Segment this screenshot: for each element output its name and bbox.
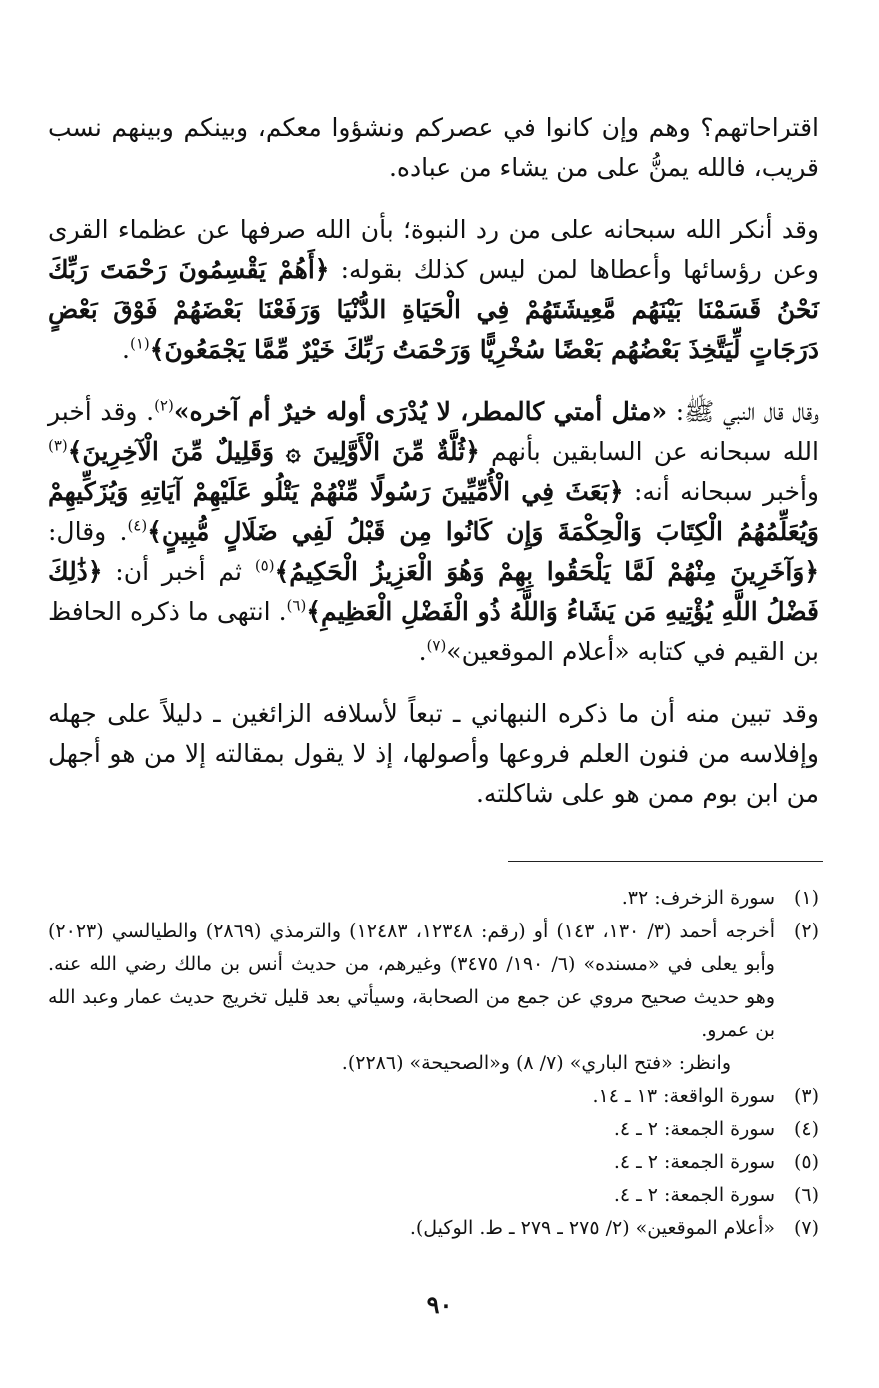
paragraph-3 (48, 392, 819, 672)
footnote-number: (٣) (793, 1085, 819, 1107)
quran-verse: ﴿بَعَثَ فِي الْأُمِّيِّينَ رَسُولًا مِّنْهُمْ يَتْلُو عَلَيْهِمْ آيَاتِهِ وَيُزَكِّيهِمْ وَيُعَلِّمُهُمُ الْكِتَابَ وَالْحِكْمَةَ وَإِن كَانُوا مِن قَبْلُ لَفِي ضَلَالٍ مُّبِينٍ﴾ (48, 477, 819, 546)
footnote-text: سورة الواقعة: ١٣ ـ ١٤. (592, 1085, 775, 1107)
footnote-text: سورة الجمعة: ٢ ـ ٤. (613, 1118, 775, 1140)
quran-verse: ﴿أَهُمْ يَقْسِمُونَ رَحْمَتَ رَبِّكَ نَحْنُ قَسَمْنَا بَيْنَهُم مَّعِيشَتَهُمْ فِي الْحَيَاةِ الدُّنْيَا وَرَفَعْنَا بَعْضَهُمْ فَوْقَ بَعْضٍ دَرَجَاتٍ لِّيَتَّخِذَ بَعْضُهُم بَعْضًا سُخْرِيًّا وَرَحْمَتُ رَبِّكَ خَيْرٌ مِّمَّا يَجْمَعُونَ﴾ (48, 255, 819, 364)
footnote-number: (٦) (793, 1184, 819, 1206)
paragraph-1 (48, 108, 819, 188)
paragraph-text: وأخبر سبحانه أنه: (623, 477, 819, 506)
footnotes (48, 882, 819, 1245)
paragraph-text: وقد أنكر الله سبحانه على من رد النبوة؛ بأن الله صرفها عن عظماء القرى وعن رؤسائها وأعطاها لمن ليس كذلك بقوله: (48, 215, 819, 284)
footnote-text: سورة الجمعة: ٢ ـ ٤. (613, 1151, 775, 1173)
footnote-ref-4[interactable]: (٤) (127, 516, 148, 535)
footnote-number: (٢) (793, 920, 819, 942)
main-text (48, 108, 819, 836)
footnote-ref-3[interactable]: (٣) (48, 436, 68, 455)
footnote-2 (48, 915, 819, 1047)
paragraph-4 (48, 694, 819, 814)
footnote-number: (٤) (793, 1118, 819, 1140)
quran-verse: ﴿وَآخَرِينَ مِنْهُمْ لَمَّا يَلْحَقُوا بِهِمْ وَهُوَ الْعَزِيزُ الْحَكِيمُ﴾ (274, 557, 819, 586)
paragraph-text: اقتراحاتهم؟ وهم وإن كانوا في عصركم ونشؤوا معكم، وبينكم وبينهم نسب قريب، فالله يمنُّ على من يشاء من عباده. (48, 113, 819, 182)
quran-verse: ﴿ثُلَّةٌ مِّنَ الْأَوَّلِينَ ۞ وَقَلِيلٌ مِّنَ الْآخِرِينَ﴾ (67, 437, 480, 466)
footnote-number: (١) (793, 887, 819, 909)
footnote-7 (48, 1212, 819, 1245)
footnote-ref-1[interactable]: (١) (129, 334, 150, 353)
paragraph-text: . انتهى ما ذكره الحافظ بن القيم في كتابه «أعلام الموقعين» (48, 597, 819, 666)
footnote-1 (48, 882, 819, 915)
paragraph-text: . (418, 637, 427, 666)
paragraph-text: . وقد أخبر الله سبحانه عن السابقين بأنهم (48, 397, 819, 466)
footnote-ref-6[interactable]: (٦) (286, 596, 307, 615)
footnote-number: (٥) (793, 1151, 819, 1173)
paragraph-text: وقد تبين منه أن ما ذكره النبهاني ـ تبعاً لأسلافه الزائغين ـ دليلاً على جهله وإفلاسه من فنون العلم فروعها وأصولها، إذ لا يقول بمقالته إلا من هو أجهل من ابن بوم ممن هو على شاكلته. (48, 699, 819, 808)
footnote-4 (48, 1113, 819, 1146)
footnote-text: «أعلام الموقعين» (٢/ ٢٧٥ ـ ٢٧٩ ـ ط. الوكيل). (409, 1217, 775, 1239)
footnote-divider (508, 861, 823, 862)
footnote-6 (48, 1179, 819, 1212)
hadith-quote: «مثل أمتي كالمطر، لا يُدْرَى أوله خيرٌ أم آخره» (173, 397, 668, 426)
footnote-ref-7[interactable]: (٧) (426, 636, 447, 655)
footnote-3 (48, 1080, 819, 1113)
quran-verse: ﴿ذَٰلِكَ فَضْلُ اللَّهِ يُؤْتِيهِ مَن يَشَاءُ وَاللَّهُ ذُو الْفَضْلِ الْعَظِيمِ﴾ (48, 557, 819, 626)
footnote-text: سورة الجمعة: ٢ ـ ٤. (613, 1184, 775, 1206)
paragraph-2 (48, 210, 819, 370)
footnote-text: سورة الزخرف: ٣٢. (621, 887, 775, 909)
footnote-ref-2[interactable]: (٢) (154, 396, 174, 415)
paragraph-text: . وقال: (48, 517, 128, 546)
footnote-ref-5[interactable]: (٥) (254, 556, 275, 575)
paragraph-text: ثم أخبر أن: (102, 557, 255, 586)
paragraph-text: وقال قال النبي ﷺ: (667, 397, 819, 426)
footnote-5 (48, 1146, 819, 1179)
page-number: ٩٠ (426, 1290, 453, 1319)
footnote-number: (٧) (793, 1217, 819, 1239)
paragraph-text: . (122, 335, 130, 364)
footnote-text: وانظر: «فتح الباري» (٧/ ٨) و«الصحيحة» (٢٢٨٦). (341, 1052, 731, 1074)
footnote-text: أخرجه أحمد (٣/ ١٣٠، ١٤٣) أو (رقم: ١٢٣٤٨، ١٢٤٨٣) والترمذي (٢٨٦٩) والطيالسي (٢٠٢٣) وأبو يعلى في «مسنده» (٦/ ١٩٠/ ٣٤٧٥) وغيرهم، من حديث أنس بن مالك رضي الله عنه. وهو حديث صحيح مروي عن جمع من الصحابة، وسيأتي بعد قليل تخريج حديث عمار وعبد الله بن عمرو. (48, 920, 776, 1041)
footnote-2-see-also (48, 1047, 819, 1080)
